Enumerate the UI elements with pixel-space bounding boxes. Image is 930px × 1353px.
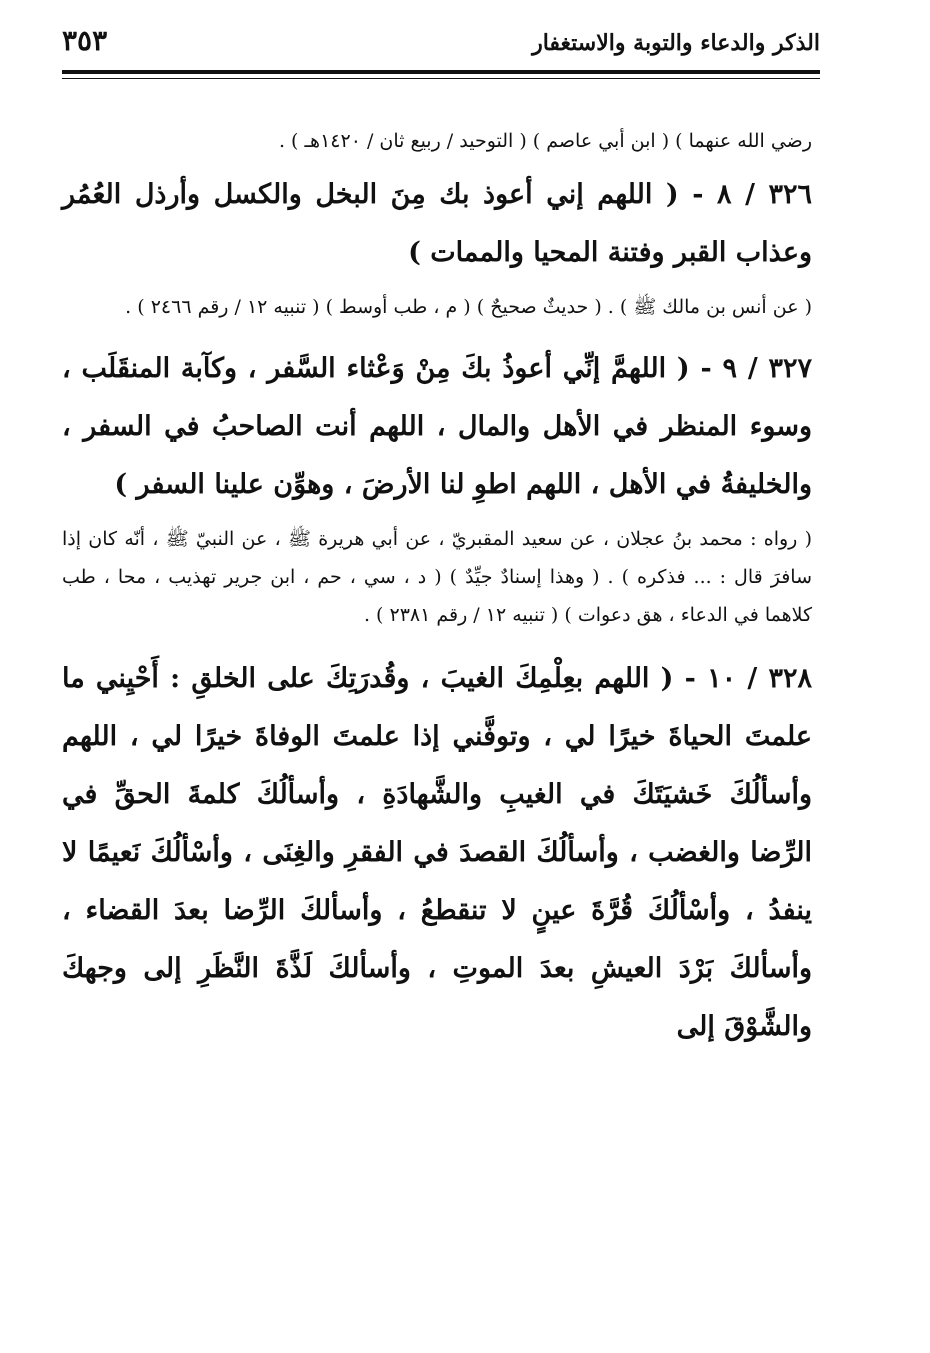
page-number: ٣٥٣ <box>62 24 108 57</box>
spacer <box>62 326 812 340</box>
hadith-text: ٣٢٧ / ٩ - ( اللهمَّ إنِّي أعوذُ بكَ مِنْ وَعْثاء السَّفر ، وكآبة المنقَلَب ، وسوء المنظر في الأهل والمال ، اللهم أنت الصاحبُ في السفر ، والخليفةُ في الأهل ، اللهم اطوِ لنا الأرضَ ، وهوِّن علينا السفر ) <box>62 353 812 500</box>
source-note: ( رواه : محمد بنُ عجلان ، عن سعيد المقبريّ ، عن أبي هريرة ﷺ ، عن النبيّ ﷺ ، أنّه كان إذا سافرَ قال : ... فذكره ) . ( وهذا إسنادٌ جيِّدٌ ) ( د ، سي ، حم ، ابن جرير تهذيب ، محا ، طب كلاهما في الدعاء ، هق دعوات ) ( تنبيه ١٢ / رقم ٢٣٨١ ) . <box>62 528 812 626</box>
page-body <box>62 122 812 1056</box>
header-rule <box>62 70 820 74</box>
source-note: رضي الله عنهما ) ( ابن أبي عاصم ) ( التوحيد / ربيع ثان / ١٤٢٠هـ ) . <box>278 130 812 152</box>
spacer <box>62 634 812 650</box>
source-note: ( عن أنس بن مالك ﷺ ) . ( حديثٌ صحيحٌ ) ( م ، طب أوسط ) ( تنبيه ١٢ / رقم ٢٤٦٦ ) . <box>125 296 812 318</box>
running-header <box>62 22 820 68</box>
header-rule-thin <box>62 78 820 79</box>
hadith-text: ٣٢٦ / ٨ - ( اللهم إني أعوذ بك مِنَ البخل والكسل وأرذل العُمُر وعذاب القبر وفتنة المحيا والممات ) <box>62 179 813 268</box>
chapter-title: الذكر والدعاء والتوبة والاستغفار <box>532 30 820 56</box>
hadith-text: ٣٢٨ / ١٠ - ( اللهم بعِلْمِكَ الغيبَ ، وقُدرَتِكَ على الخلقِ : أَحْيِني ما علمتَ الحياةَ خيرًا لي ، وتوفَّني إذا علمتَ الوفاةَ خيرًا لي ، اللهم وأسألُكَ خَشيَتَكَ في الغيبِ والشَّهادَةِ ، وأسألُكَ كلمةَ الحقِّ في الرِّضا والغضب ، وأسألُكَ القصدَ في الفقرِ والغِنَى ، وأسْألُكَ نَعيمًا لا ينفدُ ، وأسْألُكَ قُرَّةَ عينٍ لا تنقطعُ ، وأسألكَ الرِّضا بعدَ القضاء ، وأسألكَ بَرْدَ العيشِ بعدَ الموتِ ، وأسألكَ لَذَّةَ النَّظَرِ إلى وجهكَ والشَّوْقَ إلى <box>62 663 812 1042</box>
